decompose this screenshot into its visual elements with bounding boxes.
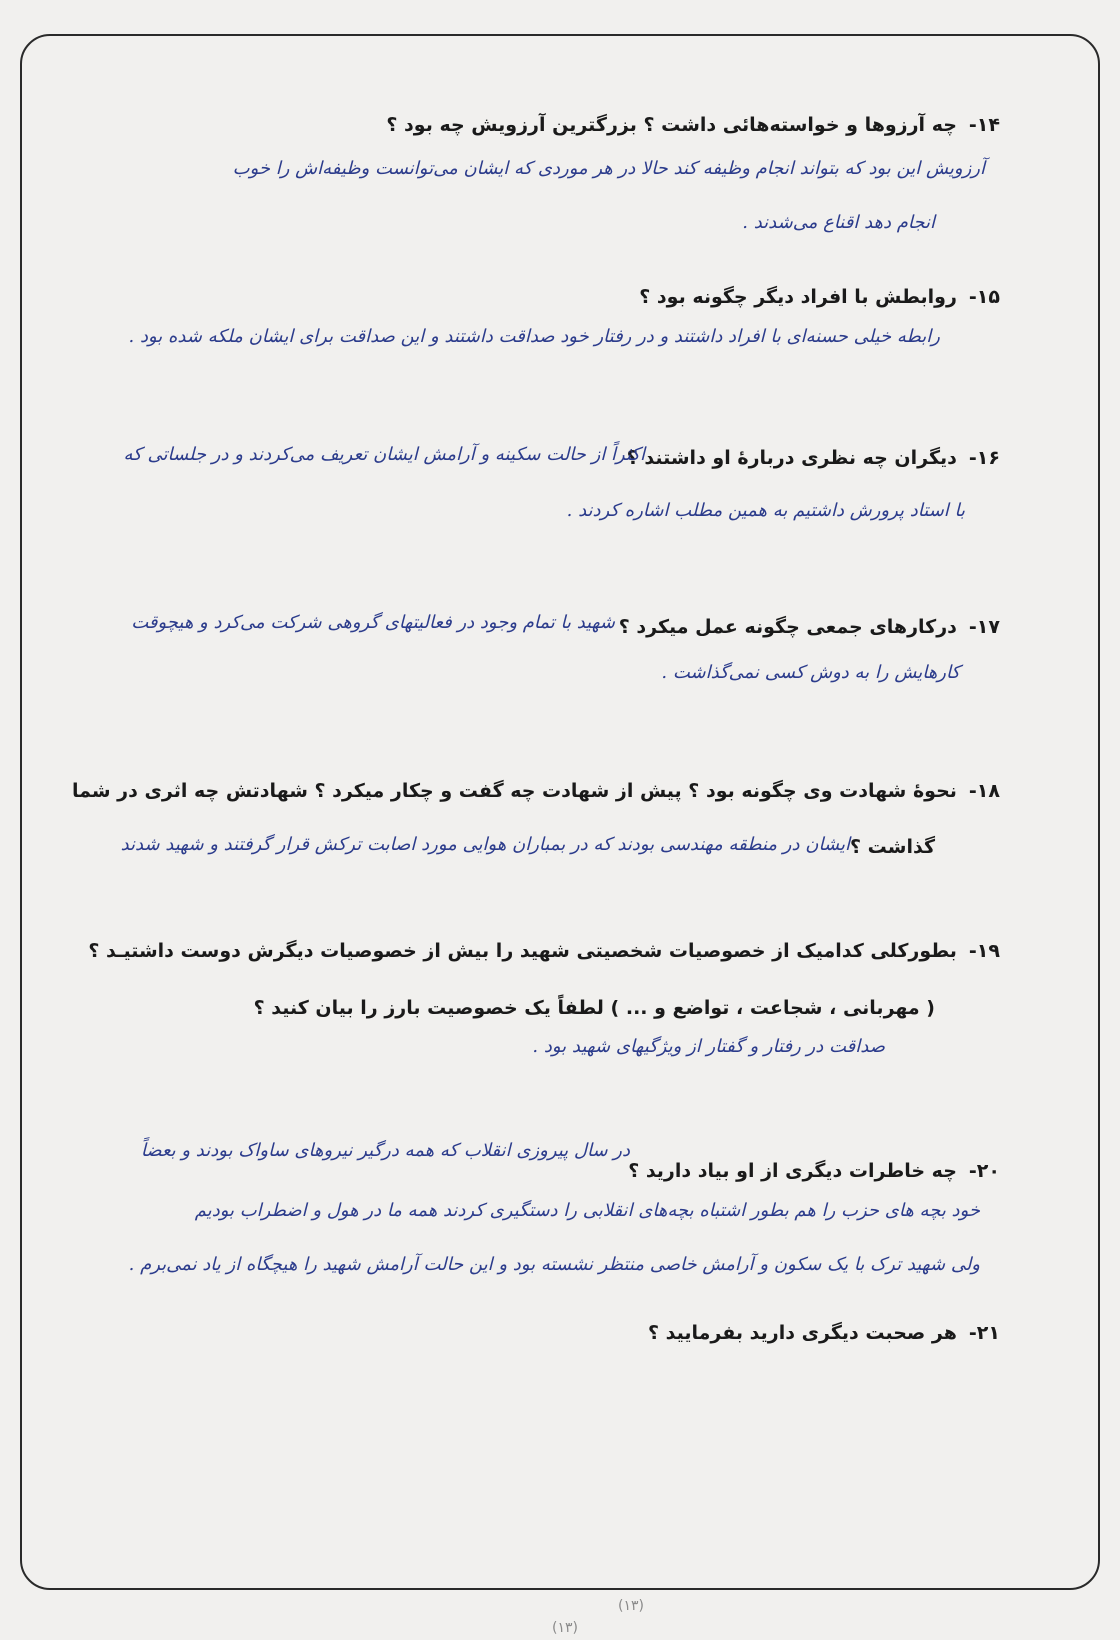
page-number-inner: (۱۳) [618, 1598, 644, 1614]
answer-16-line-2: با استاد پرورش داشتیم به همین مطلب اشاره کردند . [566, 500, 965, 521]
question-number: ۲۰- [968, 1160, 1000, 1182]
question-number: ۲۱- [968, 1322, 1000, 1344]
question-text: چه آرزوها و خواسته‌هائی داشت ؟ بزرگترین آرزویش چه بود ؟ [386, 114, 957, 136]
question-18 [72, 780, 1000, 802]
question-text: چه خاطرات دیگری از او بیاد دارید ؟ [628, 1160, 957, 1182]
question-number: ۱۷- [968, 616, 1000, 638]
question-text: درکارهای جمعی چگونه عمل میکرد ؟ [618, 616, 957, 638]
question-text: هر صحبت دیگری دارید بفرمایید ؟ [648, 1322, 957, 1344]
question-number: ۱۴- [968, 114, 1000, 136]
question-number: ۱۵- [968, 286, 1000, 308]
answer-20-line-3: ولی شهید ترک با یک سکون و آرامش خاصی منتظر نشسته بود و این حالت آرامش شهید را هیچگاه از یاد نمی‌برم . [128, 1254, 980, 1275]
answer-20-line-2: خود بچه های حزب را هم بطور اشتباه بچه‌های انقلابی را دستگیری کردند همه ما در هول و اضطراب بودیم [194, 1200, 980, 1221]
question-20 [628, 1160, 1000, 1182]
page-frame [20, 34, 1100, 1590]
answer-15-line-1: رابطه خیلی حسنه‌ای با افراد داشتند و در رفتار خود صداقت داشتند و این صداقت برای ایشان ملکه شده بود . [128, 326, 940, 347]
answer-14-line-1: آرزویش این بود که بتواند انجام وظیفه کند حالا در هر موردی که ایشان می‌توانست وظیفه‌اش را خوب [232, 158, 985, 179]
answer-19-line-1: صداقت در رفتار و گفتار از ویژگیهای شهید بود . [532, 1036, 885, 1057]
question-19-continuation: ( مهربانی ، شجاعت ، تواضع و ... ) لطفاً یک خصوصیت بارز را بیان کنید ؟ [253, 997, 935, 1019]
question-14 [386, 114, 1000, 136]
question-16 [627, 447, 1000, 469]
question-18-continuation: گذاشت ؟ [850, 836, 935, 858]
answer-18-line-1: ایشان در منطقه مهندسی بودند که در بمباران هوایی مورد اصابت ترکش قرار گرفتند و شهید شدند [120, 834, 850, 855]
question-text: بطورکلی کدامیک از خصوصیات شخصیتی شهید را بیش از خصوصیات دیگرش دوست داشتیـد ؟ [88, 940, 957, 962]
page-number-bottom: (۱۳) [552, 1620, 578, 1636]
answer-14-line-2: انجام دهد اقناع می‌شدند . [742, 212, 935, 233]
answer-17-line-1: شهید با تمام وجود در فعالیتهای گروهی شرکت می‌کرد و هیچوقت [131, 612, 615, 633]
question-text: روابطش با افراد دیگر چگونه بود ؟ [639, 286, 957, 308]
answer-16-line-1: اکثراً از حالت سکینه و آرامش ایشان تعریف می‌کردند و در جلساتی که [123, 444, 645, 465]
question-21 [648, 1322, 1000, 1344]
question-number: ۱۹- [968, 940, 1000, 962]
question-number: ۱۸- [968, 780, 1000, 802]
question-number: ۱۶- [968, 447, 1000, 469]
question-19 [88, 940, 1000, 962]
question-text: نحوهٔ شهادت وی چگونه بود ؟ پیش از شهادت چه گفت و چکار میکرد ؟ شهادتش چه اثری در شما [72, 780, 957, 802]
question-15 [639, 286, 1000, 308]
answer-20-line-1: در سال پیروزی انقلاب که همه درگیر نیروهای ساواک بودند و بعضاً [140, 1140, 630, 1161]
question-17 [619, 616, 1000, 638]
question-text: دیگران چه نظری دربارهٔ او داشتند ؟ [626, 447, 957, 469]
answer-17-line-2: کارهایش را به دوش کسی نمی‌گذاشت . [661, 662, 960, 683]
